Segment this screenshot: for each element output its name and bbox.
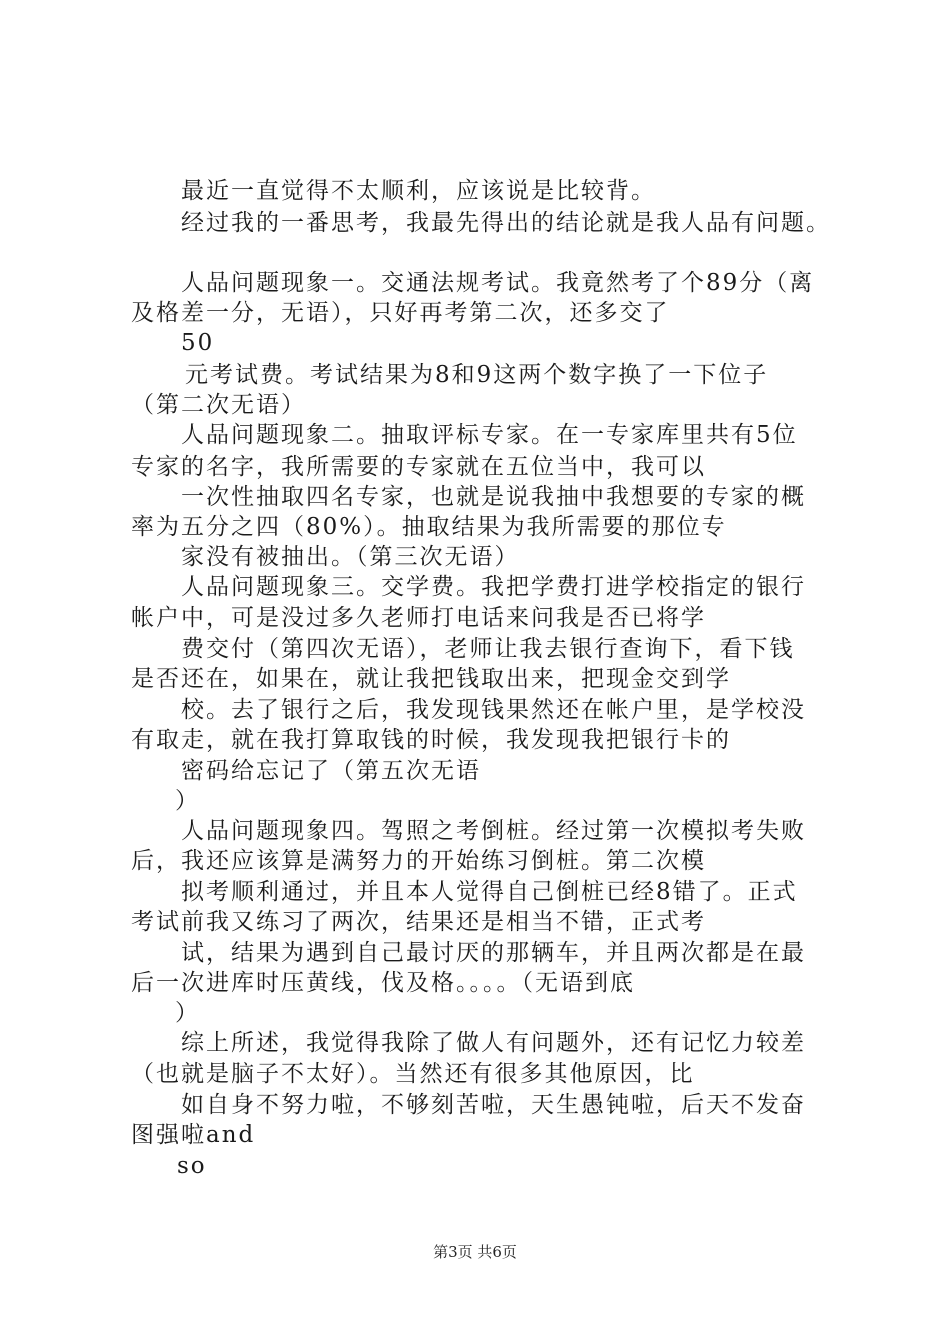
text-line: 50 xyxy=(181,330,215,356)
text-line: 后，我还应该算是满努力的开始练习倒桩。第二次模 xyxy=(131,848,706,874)
text-line: 人品问题现象三。交学费。我把学费打进学校指定的银行 xyxy=(181,574,806,600)
text-line: 综上所述，我觉得我除了做人有问题外，还有记忆力较差 xyxy=(181,1030,806,1056)
text-line: ） xyxy=(175,788,200,814)
text-line: 是否还在，如果在，就让我把钱取出来，把现金交到学 xyxy=(131,666,731,692)
text-line: 人品问题现象一。交通法规考试。我竟然考了个89分（离 xyxy=(181,270,815,296)
text-line: 有取走，就在我打算取钱的时候，我发现我把银行卡的 xyxy=(131,727,731,753)
text-line: 帐户中，可是没过多久老师打电话来问我是否已将学 xyxy=(131,605,706,631)
text-line: 后一次进库时压黄线，伐及格。。。。（无语到底 xyxy=(131,970,635,996)
text-line: 一次性抽取四名专家，也就是说我抽中我想要的专家的概 xyxy=(181,484,806,510)
text-line: 及格差一分，无语），只好再考第二次，还多交了 xyxy=(131,300,670,326)
text-line: 人品问题现象二。抽取评标专家。在一专家库里共有5位 xyxy=(181,422,798,448)
text-line: 专家的名字，我所需要的专家就在五位当中，我可以 xyxy=(131,454,706,480)
text-line: 元考试费。考试结果为8和9这两个数字换了一下位子 xyxy=(185,362,769,388)
text-line: 经过我的一番思考，我最先得出的结论就是我人品有问题。 xyxy=(181,210,831,236)
text-line: 最近一直觉得不太顺利，应该说是比较背。 xyxy=(181,178,656,204)
text-line: 试，结果为遇到自己最讨厌的那辆车，并且两次都是在最 xyxy=(181,940,806,966)
text-line: 家没有被抽出。（第三次无语） xyxy=(181,544,520,570)
text-line: ） xyxy=(175,1000,200,1026)
text-line: 考试前我又练习了两次，结果还是相当不错，正式考 xyxy=(131,909,706,935)
text-line: 人品问题现象四。驾照之考倒桩。经过第一次模拟考失败 xyxy=(181,818,806,844)
text-line: so xyxy=(177,1153,207,1179)
text-line: （也就是脑子不太好）。当然还有很多其他原因，比 xyxy=(131,1061,695,1087)
text-line: 拟考顺利通过，并且本人觉得自己倒桩已经8错了。正式 xyxy=(181,879,798,905)
text-line: 率为五分之四（80%）。抽取结果为我所需要的那位专 xyxy=(131,514,727,540)
text-line: 密码给忘记了（第五次无语 xyxy=(181,758,481,784)
page-footer: 第3页 共6页 xyxy=(433,1243,517,1261)
text-line: （第二次无语） xyxy=(131,392,306,418)
text-line: 图强啦and xyxy=(131,1122,256,1148)
text-line: 费交付（第四次无语），老师让我去银行查询下，看下钱 xyxy=(181,636,795,662)
text-line: 如自身不努力啦，不够刻苦啦，天生愚钝啦，后天不发奋 xyxy=(181,1092,806,1118)
text-line: 校。去了银行之后，我发现钱果然还在帐户里，是学校没 xyxy=(181,697,806,723)
